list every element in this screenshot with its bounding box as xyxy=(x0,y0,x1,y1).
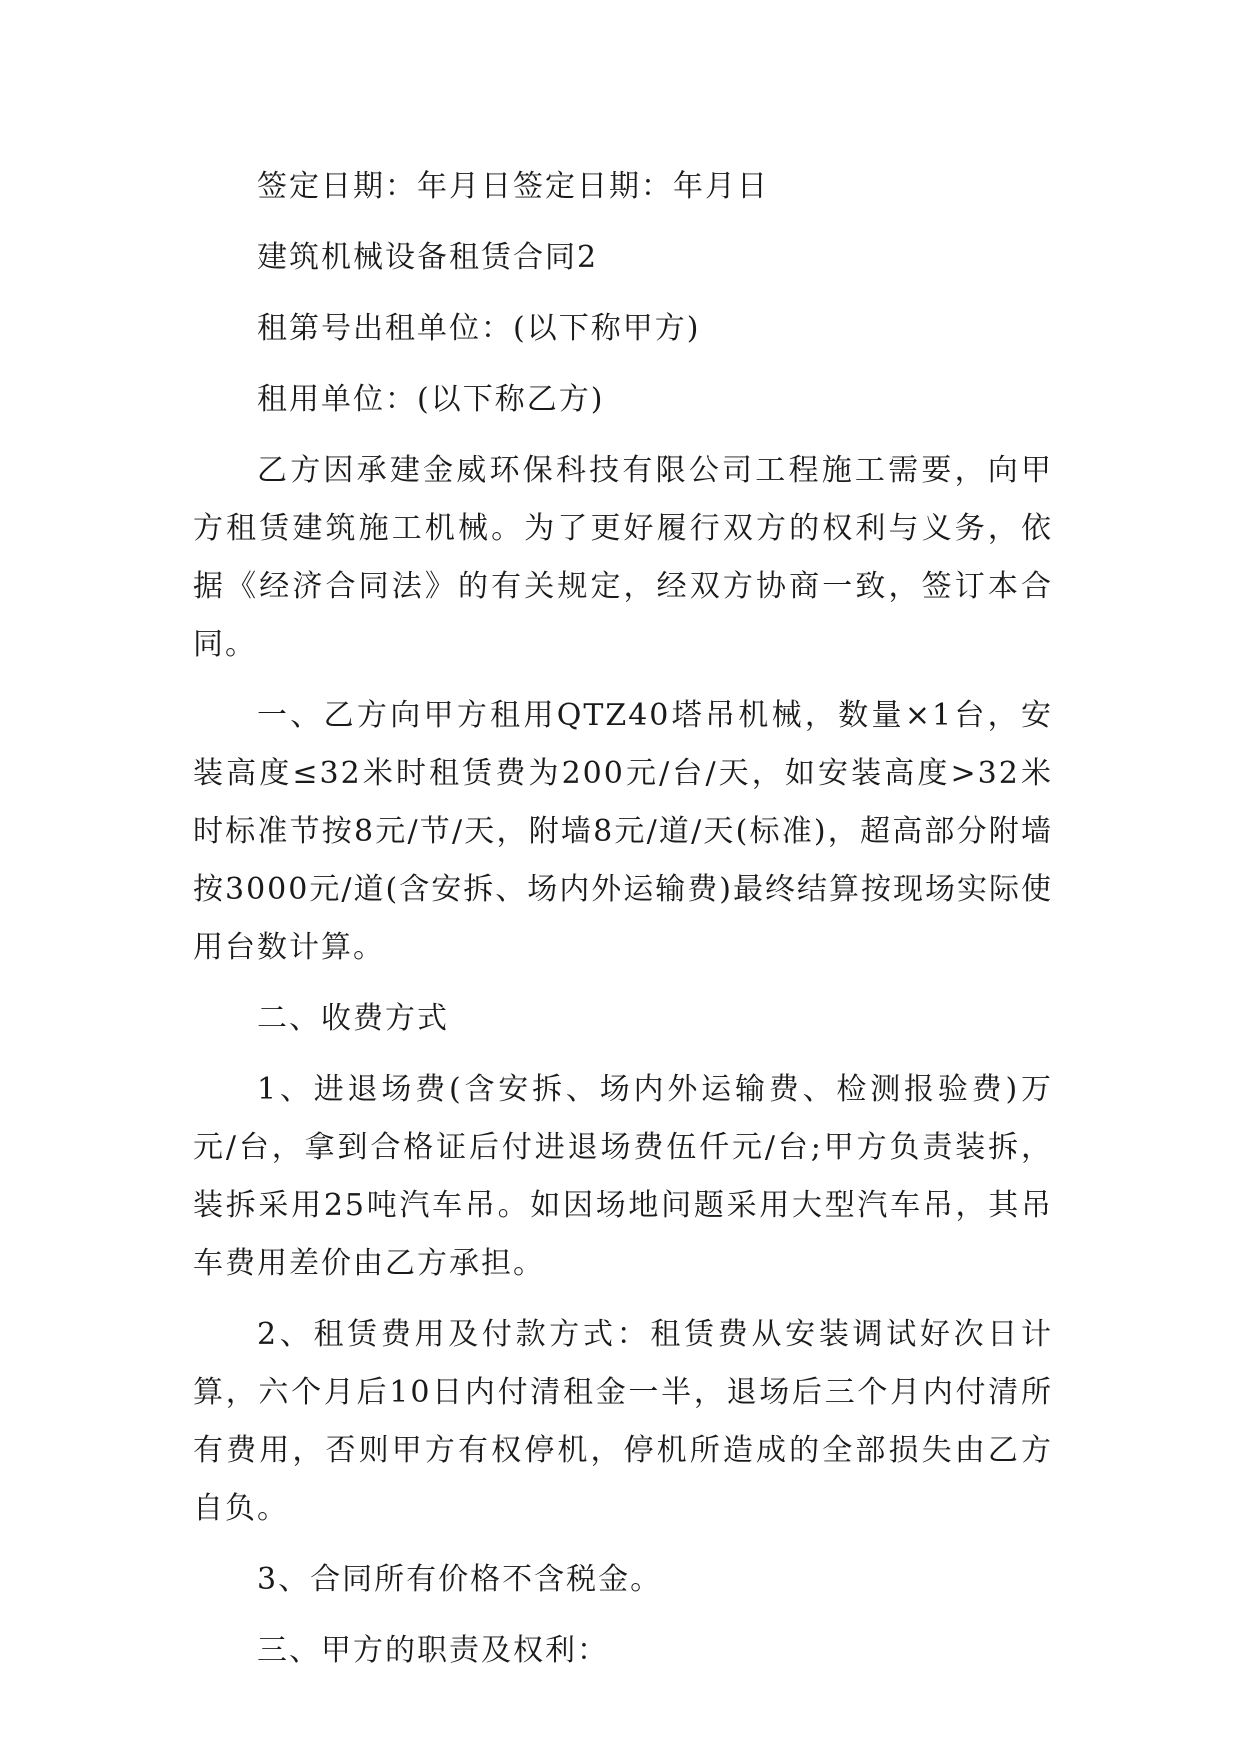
lessor-line: 租第号出租单位：(以下称甲方) xyxy=(257,311,701,346)
clause-2-1-paragraph: 1、进退场费(含安拆、场内外运输费、检测报验费)万元/台，拿到合格证后付进退场费伍仟元/台;甲方负责装拆，装拆采用25吨汽车吊。如因场地问题采用大型汽车吊，其吊车费用差价由乙方承担。 xyxy=(193,1072,1053,1281)
section-3-heading: 三、甲方的职责及权利： xyxy=(257,1633,609,1668)
sign-date-line: 签定日期：年月日签定日期：年月日 xyxy=(257,169,769,204)
preamble-paragraph: 乙方因承建金威环保科技有限公司工程施工需要，向甲方租赁建筑施工机械。为了更好履行双方的权利与义务，依据《经济合同法》的有关规定，经双方协商一致，签订本合同。 xyxy=(193,453,1053,662)
clause-1-paragraph: 一、乙方向甲方租用QTZ40塔吊机械，数量×1台，安装高度≤32米时租赁费为200元/台/天，如安装高度>32米时标准节按8元/节/天，附墙8元/道/天(标准)，超高部分附墙按3000元/道(含安拆、场内外运输费)最终结算按现场实际使用台数计算。 xyxy=(193,698,1053,965)
clause-2-2-paragraph: 2、租赁费用及付款方式：租赁费从安装调试好次日计算，六个月后10日内付清租金一半，退场后三个月内付清所有费用，否则甲方有权停机，停机所造成的全部损失由乙方自负。 xyxy=(193,1317,1053,1526)
document-body xyxy=(193,158,1053,1693)
lessee-line: 租用单位：(以下称乙方) xyxy=(257,382,605,417)
contract-title: 建筑机械设备租赁合同2 xyxy=(257,240,599,275)
clause-2-3-paragraph: 3、合同所有价格不含税金。 xyxy=(257,1562,663,1597)
section-2-heading: 二、收费方式 xyxy=(257,1001,449,1036)
